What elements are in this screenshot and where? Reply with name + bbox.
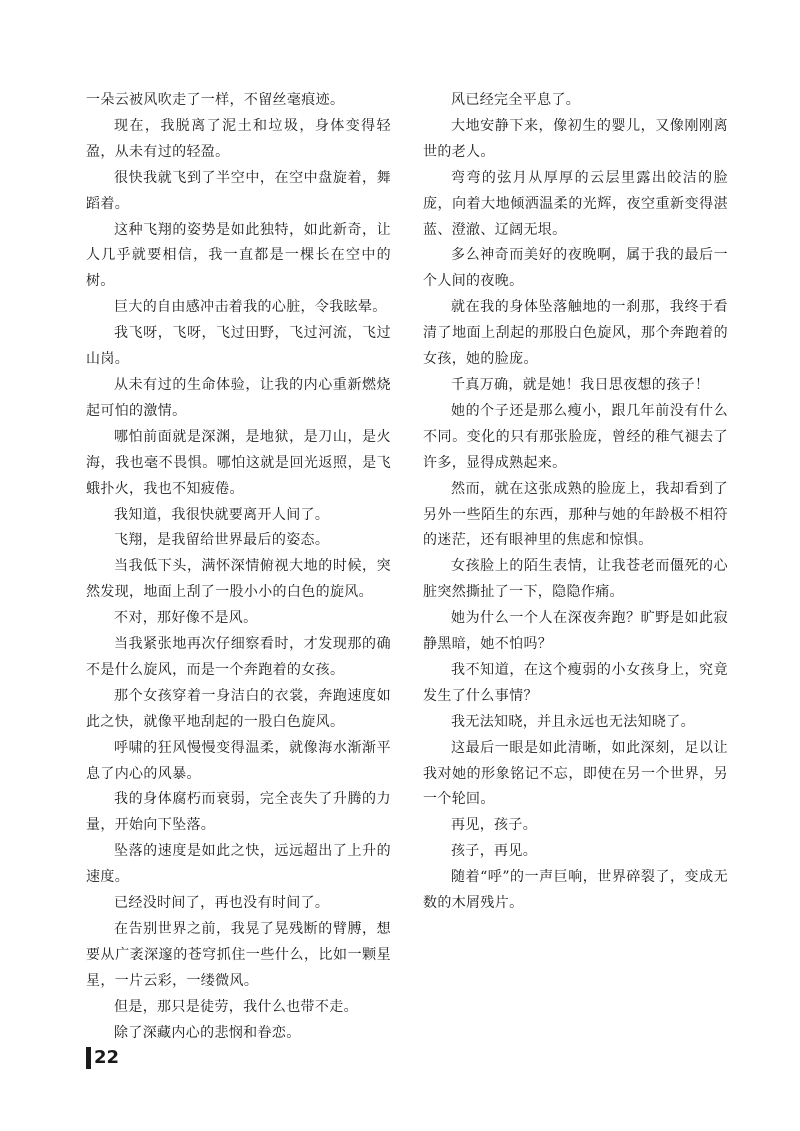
paragraph: 呼啸的狂风慢慢变得温柔，就像海水渐渐平息了内心的风暴。	[86, 739, 391, 782]
paragraph: 然而，就在这张成熟的脸庞上，我却看到了另外一些陌生的东西，那种与她的年龄极不相符的迷茫，还有眼神里的焦虑和惊惧。	[423, 480, 728, 549]
paragraph: 她的个子还是那么瘦小，跟几年前没有什么不同。变化的只有那张脸庞，曾经的稚气褪去了许多，显得成熟起来。	[423, 402, 728, 471]
paragraph: 我无法知晓，并且永远也无法知晓了。	[451, 713, 695, 730]
paragraph: 这最后一眼是如此清晰，如此深刻，足以让我对她的形象铭记不忘，即使在另一个世界，另一个轮回。	[423, 739, 728, 808]
paragraph: 孩子，再见。	[451, 843, 538, 860]
paragraph: 哪怕前面就是深渊，是地狱，是刀山，是火海，我也毫不畏惧。哪怕这就是回光返照，是飞蛾扑火，我也不知疲倦。	[86, 428, 391, 497]
paragraph: 但是，那只是徒劳，我什么也带不走。	[114, 998, 358, 1015]
paragraph: 坠落的速度是如此之快，远远超出了上升的速度。	[86, 843, 391, 886]
paragraph: 她为什么一个人在深夜奔跑？旷野是如此寂静黑暗，她不怕吗？	[423, 610, 728, 653]
paragraph: 很快我就飞到了半空中，在空中盘旋着，舞蹈着。	[86, 169, 391, 212]
paragraph: 当我低下头，满怀深情俯视大地的时候，突然发现，地面上刮了一股小小的白色的旋风。	[86, 558, 391, 601]
paragraph: 千真万确，就是她！我日思夜想的孩子！	[451, 376, 710, 393]
paragraph: 我的身体腐朽而衰弱，完全丧失了升腾的力量，开始向下坠落。	[86, 791, 391, 834]
paragraph: 随着“呼”的一声巨响，世界碎裂了，变成无数的木屑残片。	[423, 869, 728, 912]
paragraph: 巨大的自由感冲击着我的心脏，令我眩晕。	[114, 299, 387, 316]
paragraph: 不对，那好像不是风。	[114, 610, 258, 627]
paragraph: 这种飞翔的姿势是如此独特，如此新奇，让人几乎就要相信，我一直都是一棵长在空中的树。	[86, 221, 391, 290]
paragraph: 我飞呀，飞呀，飞过田野，飞过河流，飞过山岗。	[86, 325, 391, 368]
paragraph: 大地安静下来，像初生的婴儿，又像刚刚离世的老人。	[423, 117, 728, 160]
page-number-text: 22	[94, 1047, 120, 1068]
paragraph: 已经没时间了，再也没有时间了。	[114, 895, 330, 912]
folio-bar	[86, 1047, 91, 1069]
paragraph: 风已经完全平息了。	[451, 92, 581, 108]
left-text-column	[86, 88, 391, 1047]
paragraph: 当我紧张地再次仔细察看时，才发现那的确不是什么旋风，而是一个奔跑着的女孩。	[86, 636, 391, 678]
paragraph: 再见，孩子。	[451, 817, 538, 834]
paragraph: 我不知道，在这个瘦弱的小女孩身上，究竟发生了什么事情？	[423, 661, 728, 704]
paragraph: 那个女孩穿着一身洁白的衣裳，奔跑速度如此之快，就像平地刮起的一股白色旋风。	[86, 687, 391, 730]
paragraph: 在告别世界之前，我晃了晃残断的臂膊，想要从广袤深邃的苍穹抓住一些什么，比如一颗星星，一片云彩，一缕微风。	[86, 921, 391, 989]
paragraph: 弯弯的弦月从厚厚的云层里露出皎洁的脸庞，向着大地倾洒温柔的光辉，夜空重新变得湛蓝、澄澈、辽阔无垠。	[423, 169, 728, 238]
paragraph: 现在，我脱离了泥土和垃圾，身体变得轻盈，从未有过的轻盈。	[86, 117, 391, 160]
paragraph: 我知道，我很快就要离开人间了。	[114, 506, 330, 523]
paragraph: 一朵云被风吹走了一样，不留丝毫痕迹。	[86, 92, 345, 108]
right-text-column	[423, 88, 728, 917]
paragraph: 女孩脸上的陌生表情，让我苍老而僵死的心脏突然撕扯了一下，隐隐作痛。	[423, 558, 728, 601]
paragraph: 从未有过的生命体验，让我的内心重新燃烧起可怕的激情。	[86, 376, 391, 419]
paragraph: 除了深藏内心的悲悯和眷恋。	[114, 1024, 301, 1041]
page-number	[86, 1047, 119, 1069]
paragraph: 就在我的身体坠落触地的一刹那，我终于看清了地面上刮起的那股白色旋风，那个奔跑着的女孩，她的脸庞。	[423, 299, 728, 368]
paragraph: 多么神奇而美好的夜晚啊，属于我的最后一个人间的夜晚。	[423, 247, 728, 290]
paragraph: 飞翔，是我留给世界最后的姿态。	[114, 532, 330, 549]
